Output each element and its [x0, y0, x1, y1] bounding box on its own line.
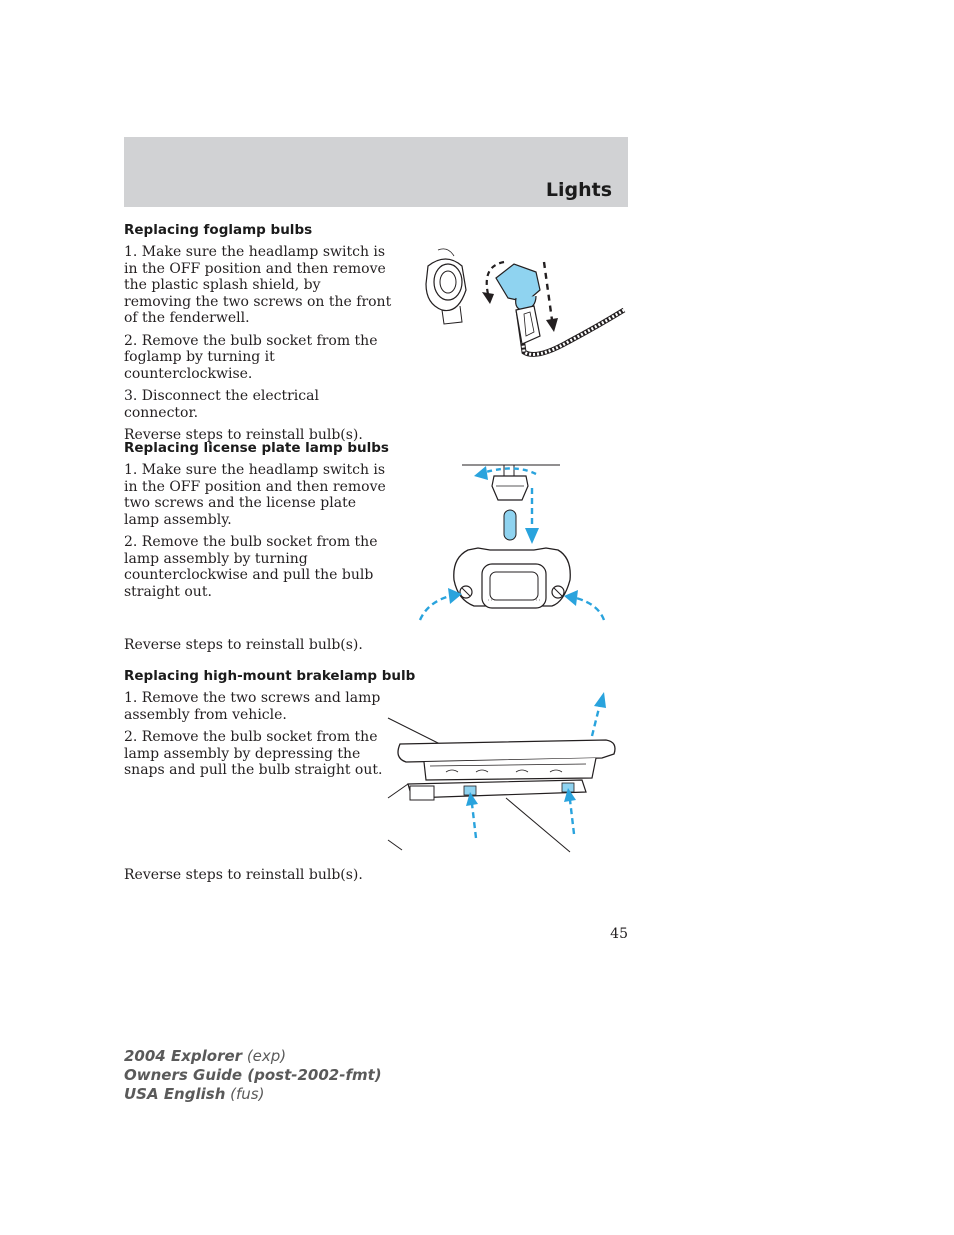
steps-list	[124, 690, 392, 779]
footer-line-1: 2004 Explorer (exp)	[124, 1047, 287, 1065]
section-license-plate	[124, 440, 392, 606]
footer	[124, 1047, 382, 1104]
step: 1. Make sure the headlamp switch is in the OFF position and then remove the plastic splash shield, by removing the two screws on the front of the fenderwell.	[124, 244, 392, 326]
section-foglamp	[124, 222, 392, 450]
step: 2. Remove the bulb socket from the foglamp by turning it counterclockwise.	[124, 332, 378, 382]
section-brakelamp	[124, 668, 415, 785]
brakelamp-diagram	[386, 688, 620, 854]
step: 2. Remove the bulb socket from the lamp assembly by turning counterclockwise and pull the bulb straight out.	[124, 534, 378, 600]
steps-list	[124, 462, 392, 600]
reverse-note: Reverse steps to reinstall bulb(s).	[124, 637, 363, 653]
section-heading: Replacing high-mount brakelamp bulb	[124, 668, 416, 684]
license-plate-lamp-diagram	[416, 462, 610, 622]
page-number: 45	[610, 926, 628, 942]
reverse-note: Reverse steps to reinstall bulb(s).	[124, 427, 363, 443]
step: 2. Remove the bulb socket from the lamp assembly by depressing the snaps and pull the bulb straight out.	[124, 729, 383, 778]
step: 1. Make sure the headlamp switch is in the OFF position and then remove two screws and the license plate lamp assembly.	[124, 462, 386, 528]
steps-list	[124, 244, 392, 444]
page-title: Lights	[545, 179, 612, 201]
section-heading: Replacing license plate lamp bulbs	[124, 440, 389, 456]
foglamp-diagram	[418, 244, 630, 368]
section-heading: Replacing foglamp bulbs	[124, 222, 313, 238]
footer-line-2: Owners Guide (post-2002-fmt)	[124, 1066, 382, 1084]
footer-line-3: USA English (fus)	[124, 1085, 265, 1103]
step: 3. Disconnect the electrical connector.	[124, 388, 319, 421]
reverse-note: Reverse steps to reinstall bulb(s).	[124, 867, 363, 883]
step: 1. Remove the two screws and lamp assembly from vehicle.	[124, 690, 381, 723]
header-band	[124, 137, 628, 207]
